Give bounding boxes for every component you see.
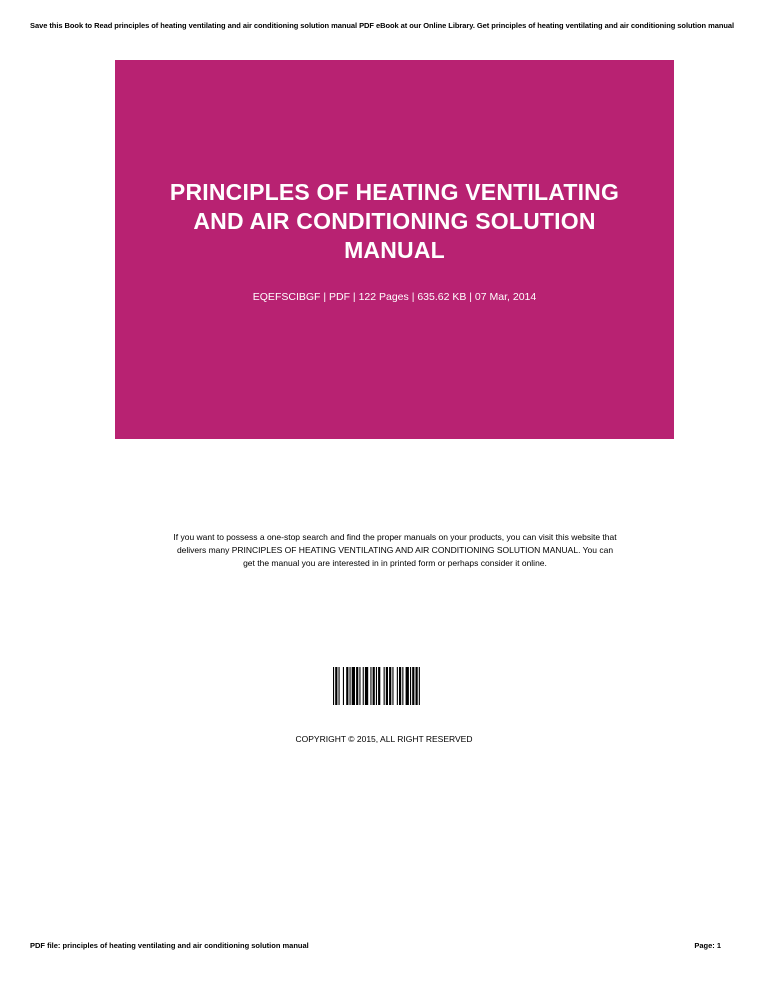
barcode-bar (389, 667, 391, 705)
barcode-bar (410, 667, 411, 705)
barcode-bar (416, 667, 418, 705)
intro-line: get the manual you are interested in in printed form or perhaps consider it online. (243, 558, 547, 568)
book-title (115, 178, 674, 265)
top-banner: Save this Book to Read principles of heating ventilating and air conditioning solution manual PDF eBook at our Online Library. Get principles of heating ventilating and air conditioning solution manual (30, 21, 735, 30)
cover-panel (115, 60, 674, 439)
book-title-line: AND AIR CONDITIONING SOLUTION (193, 208, 596, 234)
barcode-bar (386, 667, 388, 705)
barcode-bar (365, 667, 368, 705)
intro-line: If you want to possess a one-stop search and find the proper manuals on your products, you can visit this website that (173, 532, 617, 542)
barcode-bar (356, 667, 358, 705)
barcode-bar (370, 667, 371, 705)
intro-paragraph (140, 531, 650, 570)
book-title-line: MANUAL (344, 237, 445, 263)
barcode-bar (346, 667, 348, 705)
barcode-bar (378, 667, 380, 705)
book-title-line: PRINCIPLES OF HEATING VENTILATING (169, 179, 620, 205)
barcode-bar (335, 667, 337, 705)
barcode-bar (419, 667, 420, 705)
barcode-bar (359, 667, 360, 705)
barcode-bar (412, 667, 414, 705)
barcode-bar (343, 667, 344, 705)
barcode-bar (376, 667, 377, 705)
barcode-bar (384, 667, 385, 705)
copyright-notice: COPYRIGHT © 2015, ALL RIGHT RESERVED (295, 734, 473, 744)
book-metadata: EQEFSCIBGF | PDF | 122 Pages | 635.62 KB | 07 Mar, 2014 (252, 291, 537, 303)
barcode (333, 667, 459, 705)
barcode-bar (333, 667, 334, 705)
barcode-bar (402, 667, 403, 705)
intro-line: delivers many PRINCIPLES OF HEATING VENTILATING AND AIR CONDITIONING SOLUTION MANUAL. You can (176, 545, 614, 555)
footer-page-number: Page: 1 (694, 941, 721, 950)
barcode-bar (373, 667, 375, 705)
barcode-bar (352, 667, 355, 705)
barcode-bar (392, 667, 393, 705)
barcode-bar (339, 667, 340, 705)
footer-file-label: PDF file: principles of heating ventilating and air conditioning solution manual (30, 941, 309, 950)
barcode-bar (363, 667, 364, 705)
barcode-bar (399, 667, 401, 705)
barcode-bar (350, 667, 351, 705)
barcode-bar (406, 667, 409, 705)
barcode-bar (397, 667, 398, 705)
